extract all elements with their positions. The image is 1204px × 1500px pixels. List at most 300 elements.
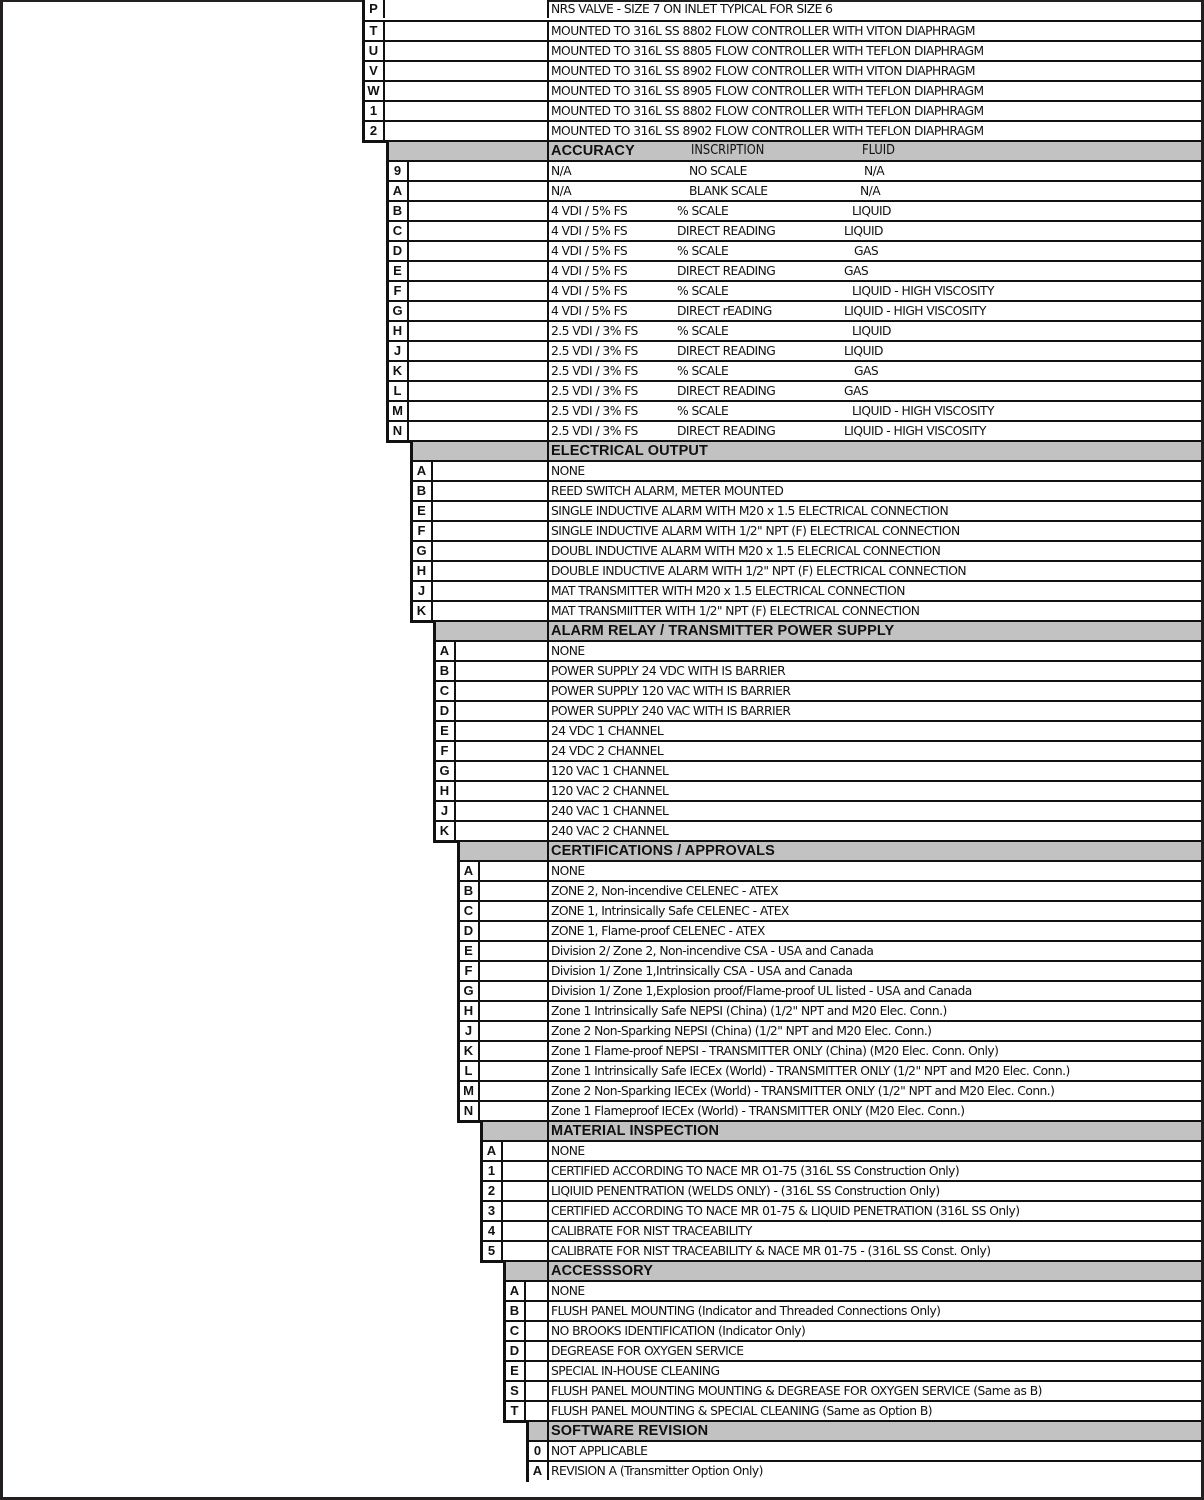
option-row [386, 400, 1201, 420]
blank-cell [433, 542, 547, 560]
option-description: SINGLE INDUCTIVE ALARM WITH M20 x 1.5 ELECTRICAL CONNECTION [547, 502, 1201, 520]
option-code: F [386, 282, 409, 300]
option-description: 24 VDC 2 CHANNEL [547, 742, 1201, 760]
blank-cell [409, 282, 547, 300]
option-code: G [410, 542, 433, 560]
option-code: E [503, 1362, 526, 1380]
option-description: Zone 2 Non-Sparking IECEx (World) - TRANSMITTER ONLY (1/2" NPT and M20 Elec. Conn.) [547, 1082, 1201, 1100]
option-description: Zone 1 Flame-proof NEPSI - TRANSMITTER ONLY (China) (M20 Elec. Conn. Only) [547, 1042, 1201, 1060]
blank-cell [409, 342, 547, 360]
accuracy-value: 4 VDI / 5% FS [551, 264, 628, 278]
option-row [503, 1400, 1201, 1420]
inscription-value: DIRECT READING [677, 224, 776, 238]
accuracy-value: 2.5 VDI / 3% FS [551, 344, 638, 358]
accuracy-value: 4 VDI / 5% FS [551, 304, 628, 318]
option-row [386, 300, 1201, 320]
option-description: 120 VAC 1 CHANNEL [547, 762, 1201, 780]
option-description [547, 362, 1201, 380]
option-description: CERTIFIED ACCORDING TO NACE MR O1-75 (316L SS Construction Only) [547, 1162, 1201, 1180]
group-border [433, 840, 460, 843]
option-description: NONE [547, 862, 1201, 880]
blank-cell [409, 362, 547, 380]
blank-cell [480, 982, 547, 1000]
section-header-alarm-relay-power-supply [433, 620, 1201, 640]
blank-cell [385, 22, 547, 40]
option-description [547, 202, 1201, 220]
option-row [480, 1140, 1201, 1160]
blank-cell [409, 202, 547, 220]
group-border [362, 140, 389, 143]
blank-cell [456, 702, 547, 720]
option-code: 0 [526, 1442, 547, 1460]
option-row [457, 940, 1201, 960]
option-code: V [362, 62, 385, 80]
option-code: B [457, 882, 480, 900]
option-description [547, 242, 1201, 260]
column-divider [547, 840, 549, 860]
accuracy-value: 2.5 VDI / 3% FS [551, 364, 638, 378]
option-code: 2 [362, 122, 385, 140]
option-code: L [457, 1062, 480, 1080]
option-description: MAT TRANSMIITTER WITH 1/2" NPT (F) ELECTRICAL CONNECTION [547, 602, 1201, 620]
inscription-value: % SCALE [677, 244, 729, 258]
inscription-value: DIRECT READING [677, 384, 776, 398]
option-row [386, 200, 1201, 220]
option-row [457, 1020, 1201, 1040]
blank-cell [503, 1182, 547, 1200]
option-code: W [362, 82, 385, 100]
option-description: MOUNTED TO 316L SS 8905 FLOW CONTROLLER WITH TEFLON DIAPHRAGM [547, 82, 1201, 100]
option-description: Zone 2 Non-Sparking NEPSI (China) (1/2" NPT and M20 Elec. Conn.) [547, 1022, 1201, 1040]
blank-cell [526, 1282, 547, 1300]
option-description: NONE [547, 642, 1201, 660]
option-description [547, 302, 1201, 320]
option-code: A [480, 1142, 503, 1160]
option-description: Division 1/ Zone 1,Explosion proof/Flame-proof UL listed - USA and Canada [547, 982, 1201, 1000]
option-row [386, 180, 1201, 200]
option-row [410, 580, 1201, 600]
option-description: FLUSH PANEL MOUNTING (Indicator and Threaded Connections Only) [547, 1302, 1201, 1320]
accuracy-value: 4 VDI / 5% FS [551, 204, 628, 218]
option-row [386, 220, 1201, 240]
option-code: S [503, 1382, 526, 1400]
option-row [480, 1200, 1201, 1220]
option-code: C [503, 1322, 526, 1340]
option-description [547, 262, 1201, 280]
section-title: CERTIFICATIONS / APPROVALS [551, 843, 775, 859]
option-code: J [410, 582, 433, 600]
option-code: A [386, 182, 409, 200]
option-row [362, 20, 1201, 40]
option-row [362, 100, 1201, 120]
blank-cell [526, 1402, 547, 1420]
inscription-value: DIRECT READING [677, 264, 776, 278]
option-row [457, 980, 1201, 1000]
inscription-value: % SCALE [677, 404, 729, 418]
option-row [386, 360, 1201, 380]
option-code: H [457, 1002, 480, 1020]
fluid-value: GAS [844, 264, 869, 278]
blank-cell [409, 222, 547, 240]
section-title: ACCURACY [551, 143, 635, 159]
option-row [386, 420, 1201, 440]
option-row [480, 1180, 1201, 1200]
option-description: REED SWITCH ALARM, METER MOUNTED [547, 482, 1201, 500]
option-row [362, 60, 1201, 80]
option-row [457, 960, 1201, 980]
option-description: NONE [547, 462, 1201, 480]
option-row [433, 760, 1201, 780]
fluid-value: LIQUID [844, 344, 883, 358]
section-header-software-revision [526, 1420, 1201, 1440]
fluid-value: LIQUID - HIGH VISCOSITY [852, 284, 994, 298]
blank-cell [503, 1242, 547, 1260]
group-border [526, 1420, 529, 1482]
option-code: 1 [480, 1162, 503, 1180]
option-code: B [433, 662, 456, 680]
inscription-value: NO SCALE [689, 164, 747, 178]
fluid-value: LIQUID [844, 224, 883, 238]
group-border [410, 440, 413, 622]
column-divider [547, 1420, 549, 1440]
option-row [410, 480, 1201, 500]
option-code: F [433, 742, 456, 760]
option-code: B [503, 1302, 526, 1320]
accuracy-value: N/A [551, 164, 572, 178]
option-row [386, 260, 1201, 280]
blank-cell [385, 122, 547, 140]
blank-cell [480, 1082, 547, 1100]
option-description: FLUSH PANEL MOUNTING MOUNTING & DEGREASE FOR OXYGEN SERVICE (Same as B) [547, 1382, 1201, 1400]
blank-cell [409, 262, 547, 280]
option-description: POWER SUPPLY 24 VDC WITH IS BARRIER [547, 662, 1201, 680]
option-row [503, 1380, 1201, 1400]
option-description [547, 402, 1201, 420]
fluid-value: N/A [860, 184, 881, 198]
section-title: ELECTRICAL OUTPUT [551, 443, 708, 459]
option-code: H [386, 322, 409, 340]
option-description: CALIBRATE FOR NIST TRACEABILITY [547, 1222, 1201, 1240]
option-code: G [433, 762, 456, 780]
fluid-value: LIQUID - HIGH VISCOSITY [844, 424, 986, 438]
option-code: 3 [480, 1202, 503, 1220]
blank-cell [503, 1142, 547, 1160]
blank-cell [526, 1362, 547, 1380]
option-row [433, 740, 1201, 760]
option-description: MOUNTED TO 316L SS 8902 FLOW CONTROLLER WITH VITON DIAPHRAGM [547, 62, 1201, 80]
option-description: 120 VAC 2 CHANNEL [547, 782, 1201, 800]
inscription-value: % SCALE [677, 324, 729, 338]
blank-cell [456, 662, 547, 680]
option-row [410, 540, 1201, 560]
option-row [433, 700, 1201, 720]
option-code: H [410, 562, 433, 580]
option-code: B [410, 482, 433, 500]
option-description [547, 162, 1201, 180]
option-description: DEGREASE FOR OXYGEN SERVICE [547, 1342, 1201, 1360]
blank-cell [433, 582, 547, 600]
blank-cell [480, 902, 547, 920]
option-code: J [433, 802, 456, 820]
option-code: K [386, 362, 409, 380]
blank-cell [480, 882, 547, 900]
option-code: 2 [480, 1182, 503, 1200]
option-code: L [386, 382, 409, 400]
option-row [386, 320, 1201, 340]
option-code: A [410, 462, 433, 480]
option-row [410, 500, 1201, 520]
blank-cell [433, 482, 547, 500]
blank-cell [456, 742, 547, 760]
blank-cell [456, 822, 547, 840]
section-header-accessory [503, 1260, 1201, 1280]
option-code: K [410, 602, 433, 620]
blank-cell [480, 962, 547, 980]
option-description: POWER SUPPLY 120 VAC WITH IS BARRIER [547, 682, 1201, 700]
blank-cell [480, 1062, 547, 1080]
option-description: SINGLE INDUCTIVE ALARM WITH 1/2" NPT (F) ELECTRICAL CONNECTION [547, 522, 1201, 540]
option-description: Zone 1 Flameproof IECEx (World) - TRANSMITTER ONLY (M20 Elec. Conn.) [547, 1102, 1201, 1120]
blank-cell [433, 462, 547, 480]
blank-cell [526, 1322, 547, 1340]
blank-cell [409, 302, 547, 320]
option-description [547, 222, 1201, 240]
option-row [457, 1100, 1201, 1120]
option-row [457, 1080, 1201, 1100]
group-border [386, 440, 413, 443]
option-row [362, 80, 1201, 100]
column-divider [547, 1260, 549, 1280]
option-description: Division 1/ Zone 1,Intrinsically CSA - USA and Canada [547, 962, 1201, 980]
option-code: J [386, 342, 409, 360]
accuracy-value: 4 VDI / 5% FS [551, 224, 628, 238]
option-description: 24 VDC 1 CHANNEL [547, 722, 1201, 740]
blank-cell [385, 0, 547, 18]
group-border [503, 1260, 506, 1422]
option-description: LIQIUID PENENTRATION (WELDS ONLY) - (316L SS Construction Only) [547, 1182, 1201, 1200]
blank-cell [433, 522, 547, 540]
option-description: MAT TRANSMITTER WITH M20 x 1.5 ELECTRICAL CONNECTION [547, 582, 1201, 600]
blank-cell [526, 1342, 547, 1360]
option-row [503, 1340, 1201, 1360]
blank-cell [480, 1102, 547, 1120]
option-code: C [433, 682, 456, 700]
group-border [433, 620, 436, 842]
option-row [362, 40, 1201, 60]
section-title: MATERIAL INSPECTION [551, 1123, 720, 1139]
fluid-value: LIQUID - HIGH VISCOSITY [844, 304, 986, 318]
blank-cell [503, 1222, 547, 1240]
option-code: G [457, 982, 480, 1000]
option-row [433, 820, 1201, 840]
blank-cell [456, 762, 547, 780]
blank-cell [526, 1302, 547, 1320]
section-header-certifications-approvals [457, 840, 1201, 860]
blank-cell [409, 162, 547, 180]
blank-cell [409, 322, 547, 340]
option-code: B [386, 202, 409, 220]
option-row [410, 460, 1201, 480]
option-description: FLUSH PANEL MOUNTING & SPECIAL CLEANING (Same as Option B) [547, 1402, 1201, 1420]
fluid-value: GAS [854, 244, 879, 258]
option-code: N [457, 1102, 480, 1120]
option-row [433, 680, 1201, 700]
option-description: 240 VAC 1 CHANNEL [547, 802, 1201, 820]
option-code: A [457, 862, 480, 880]
option-description: 240 VAC 2 CHANNEL [547, 822, 1201, 840]
option-row [457, 920, 1201, 940]
section-title: ALARM RELAY / TRANSMITTER POWER SUPPLY [551, 623, 895, 639]
option-description: CALIBRATE FOR NIST TRACEABILITY & NACE MR 01-75 - (316L SS Const. Only) [547, 1242, 1201, 1260]
inscription-value: DIRECT READING [677, 424, 776, 438]
option-row [526, 1460, 1201, 1480]
option-description: NOT APPLICABLE [547, 1442, 1201, 1460]
option-description: SPECIAL IN-HOUSE CLEANING [547, 1362, 1201, 1380]
group-border [386, 140, 389, 442]
option-description: Zone 1 Intrinsically Safe NEPSI (China) (1/2" NPT and M20 Elec. Conn.) [547, 1002, 1201, 1020]
option-description: Zone 1 Intrinsically Safe IECEx (World) - TRANSMITTER ONLY (1/2" NPT and M20 Elec. Conn.) [547, 1062, 1201, 1080]
option-row [457, 880, 1201, 900]
option-code: M [386, 402, 409, 420]
option-code: A [526, 1462, 547, 1480]
option-row [503, 1360, 1201, 1380]
option-code: K [433, 822, 456, 840]
section-title: SOFTWARE REVISION [551, 1423, 709, 1439]
option-row [457, 1040, 1201, 1060]
fluid-value: LIQUID [852, 204, 891, 218]
blank-cell [409, 402, 547, 420]
blank-cell [480, 1042, 547, 1060]
blank-cell [480, 1022, 547, 1040]
option-row [433, 640, 1201, 660]
option-code: T [362, 22, 385, 40]
option-description: MOUNTED TO 316L SS 8802 FLOW CONTROLLER WITH TEFLON DIAPHRAGM [547, 102, 1201, 120]
section-title: ACCESSSORY [551, 1263, 653, 1279]
option-description: NONE [547, 1282, 1201, 1300]
option-description: NO BROOKS IDENTIFICATION (Indicator Only) [547, 1322, 1201, 1340]
option-code: E [457, 942, 480, 960]
inscription-value: DIRECT rEADING [677, 304, 772, 318]
option-code: 4 [480, 1222, 503, 1240]
accuracy-value: N/A [551, 184, 572, 198]
option-description: NONE [547, 1142, 1201, 1160]
blank-cell [385, 82, 547, 100]
blank-cell [433, 502, 547, 520]
option-description: ZONE 2, Non-incendive CELENEC - ATEX [547, 882, 1201, 900]
blank-cell [433, 562, 547, 580]
fluid-value: LIQUID - HIGH VISCOSITY [852, 404, 994, 418]
option-row [386, 380, 1201, 400]
blank-cell [456, 722, 547, 740]
blank-cell [433, 602, 547, 620]
fluid-value: GAS [854, 364, 879, 378]
option-code: 5 [480, 1242, 503, 1260]
option-row [386, 240, 1201, 260]
option-code: 9 [386, 162, 409, 180]
option-code: D [386, 242, 409, 260]
accuracy-value: 2.5 VDI / 3% FS [551, 384, 638, 398]
accuracy-value: 2.5 VDI / 3% FS [551, 424, 638, 438]
option-row [480, 1220, 1201, 1240]
option-description [547, 182, 1201, 200]
option-code: D [457, 922, 480, 940]
option-description: ZONE 1, Intrinsically Safe CELENEC - ATEX [547, 902, 1201, 920]
inscription-value: DIRECT READING [677, 344, 776, 358]
option-code: A [433, 642, 456, 660]
fluid-value: GAS [844, 384, 869, 398]
blank-cell [456, 802, 547, 820]
blank-cell [409, 422, 547, 440]
blank-cell [456, 782, 547, 800]
option-row [480, 1240, 1201, 1260]
option-code: F [410, 522, 433, 540]
option-row [410, 560, 1201, 580]
option-row [526, 1440, 1201, 1460]
fluid-value: LIQUID [852, 324, 891, 338]
option-code: H [433, 782, 456, 800]
accuracy-value: 4 VDI / 5% FS [551, 244, 628, 258]
option-description [547, 282, 1201, 300]
option-description: MOUNTED TO 316L SS 8902 FLOW CONTROLLER WITH TEFLON DIAPHRAGM [547, 122, 1201, 140]
option-row [433, 780, 1201, 800]
column-label-fluid: FLUID [862, 143, 895, 158]
blank-cell [409, 382, 547, 400]
option-code: T [503, 1402, 526, 1420]
option-row [457, 860, 1201, 880]
option-code: E [386, 262, 409, 280]
blank-cell [480, 862, 547, 880]
blank-cell [503, 1162, 547, 1180]
option-code: A [503, 1282, 526, 1300]
blank-cell [385, 62, 547, 80]
option-row [433, 660, 1201, 680]
option-code: D [433, 702, 456, 720]
option-code: E [410, 502, 433, 520]
option-row [457, 900, 1201, 920]
option-row [386, 280, 1201, 300]
accuracy-value: 4 VDI / 5% FS [551, 284, 628, 298]
blank-cell [480, 922, 547, 940]
section-header-accuracy [386, 140, 1201, 160]
option-row [386, 160, 1201, 180]
option-description [547, 322, 1201, 340]
section-header-material-inspection [480, 1120, 1201, 1140]
option-row [503, 1320, 1201, 1340]
option-description: DOUBL INDUCTIVE ALARM WITH M20 x 1.5 ELECRICAL CONNECTION [547, 542, 1201, 560]
option-row [410, 520, 1201, 540]
option-code: G [386, 302, 409, 320]
column-label-inscription: INSCRIPTION [691, 143, 765, 158]
option-code: F [457, 962, 480, 980]
accuracy-value: 2.5 VDI / 3% FS [551, 404, 638, 418]
option-description: DOUBLE INDUCTIVE ALARM WITH 1/2" NPT (F) ELECTRICAL CONNECTION [547, 562, 1201, 580]
option-description: Division 2/ Zone 2, Non-incendive CSA - USA and Canada [547, 942, 1201, 960]
option-row [503, 1300, 1201, 1320]
blank-cell [409, 242, 547, 260]
option-code: D [503, 1342, 526, 1360]
option-description: NRS VALVE - SIZE 7 ON INLET TYPICAL FOR SIZE 6 [547, 0, 1201, 18]
inscription-value: % SCALE [677, 284, 729, 298]
option-description: MOUNTED TO 316L SS 8802 FLOW CONTROLLER WITH VITON DIAPHRAGM [547, 22, 1201, 40]
section-header-electrical-output [410, 440, 1201, 460]
blank-cell [385, 42, 547, 60]
option-code: C [457, 902, 480, 920]
group-border [362, 0, 365, 142]
option-code: J [457, 1022, 480, 1040]
option-row [433, 720, 1201, 740]
accuracy-value: 2.5 VDI / 3% FS [551, 324, 638, 338]
option-code: N [386, 422, 409, 440]
